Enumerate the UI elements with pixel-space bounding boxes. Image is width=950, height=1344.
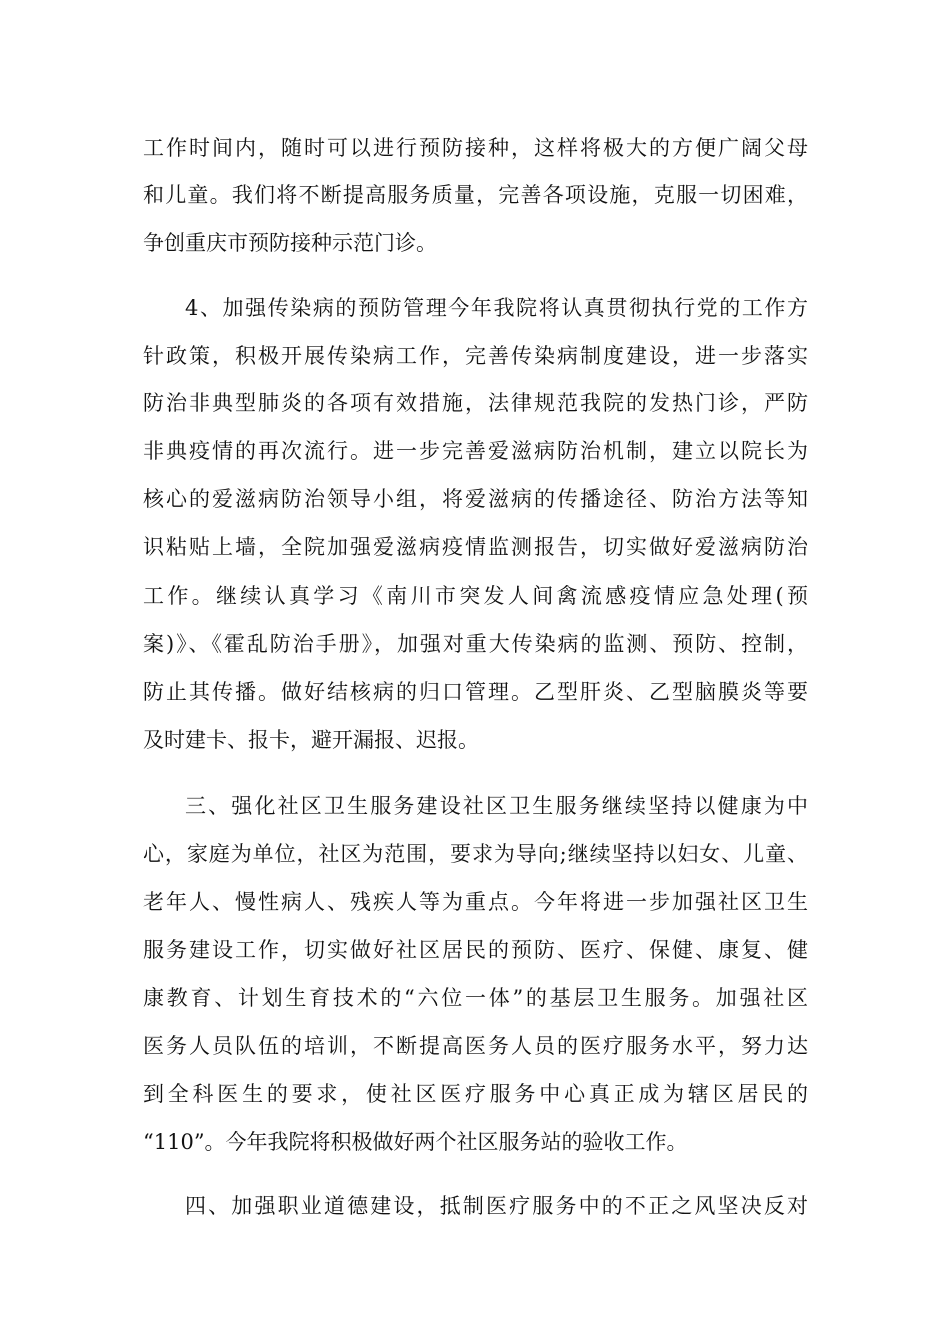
text-line-11: 案)》、《霍乱防治手册》，加强对重大传染病的监测、预防、控制， — [143, 632, 808, 656]
text-line-7: 非典疫情的再次流行。进一步完善爱滋病防治机制，建立以院长为 — [143, 439, 808, 463]
text-line-12: 防止其传播。做好结核病的归口管理。乙型肝炎、乙型脑膜炎等要 — [143, 680, 808, 704]
text-line-3: 争创重庆市预防接种示范门诊。 — [143, 231, 437, 255]
text-line-5: 针政策，积极开展传染病工作，完善传染病制度建设，进一步落实 — [143, 344, 808, 368]
text-line-21: “110”。今年我院将积极做好两个社区服务站的验收工作。 — [143, 1130, 688, 1154]
text-line-18: 康教育、计划生育技术的“六位一体”的基层卫生服务。加强社区 — [143, 986, 808, 1010]
text-line-19: 医务人员队伍的培训，不断提高医务人员的医疗服务水平，努力达 — [143, 1034, 808, 1058]
text-line-1: 工作时间内，随时可以进行预防接种，这样将极大的方便广阔父母 — [143, 136, 808, 160]
text-line-14: 三、强化社区卫生服务建设社区卫生服务继续坚持以健康为中 — [185, 794, 808, 818]
text-line-15: 心，家庭为单位，社区为范围，要求为导向;继续坚持以妇女、儿童、 — [143, 842, 808, 866]
text-line-9: 识粘贴上墙，全院加强爱滋病疫情监测报告，切实做好爱滋病防治 — [143, 535, 808, 559]
text-line-4: 4、加强传染病的预防管理今年我院将认真贯彻执行党的工作方 — [185, 296, 808, 320]
text-line-10: 工作。继续认真学习《南川市突发人间禽流感疫情应急处理(预 — [143, 584, 808, 608]
text-line-2: 和儿童。我们将不断提高服务质量，完善各项设施，克服一切困难， — [143, 183, 808, 207]
text-line-13: 及时建卡、报卡，避开漏报、迟报。 — [143, 728, 479, 752]
text-line-17: 服务建设工作，切实做好社区居民的预防、医疗、保健、康复、健 — [143, 938, 808, 962]
text-line-8: 核心的爱滋病防治领导小组，将爱滋病的传播途径、防治方法等知 — [143, 487, 808, 511]
text-line-20: 到全科医生的要求，使社区医疗服务中心真正成为辖区居民的 — [143, 1082, 808, 1106]
text-line-22: 四、加强职业道德建设，抵制医疗服务中的不正之风坚决反对 — [185, 1194, 808, 1218]
text-line-6: 防治非典型肺炎的各项有效措施，法律规范我院的发热门诊，严防 — [143, 391, 808, 415]
text-line-16: 老年人、慢性病人、残疾人等为重点。今年将进一步加强社区卫生 — [143, 890, 808, 914]
